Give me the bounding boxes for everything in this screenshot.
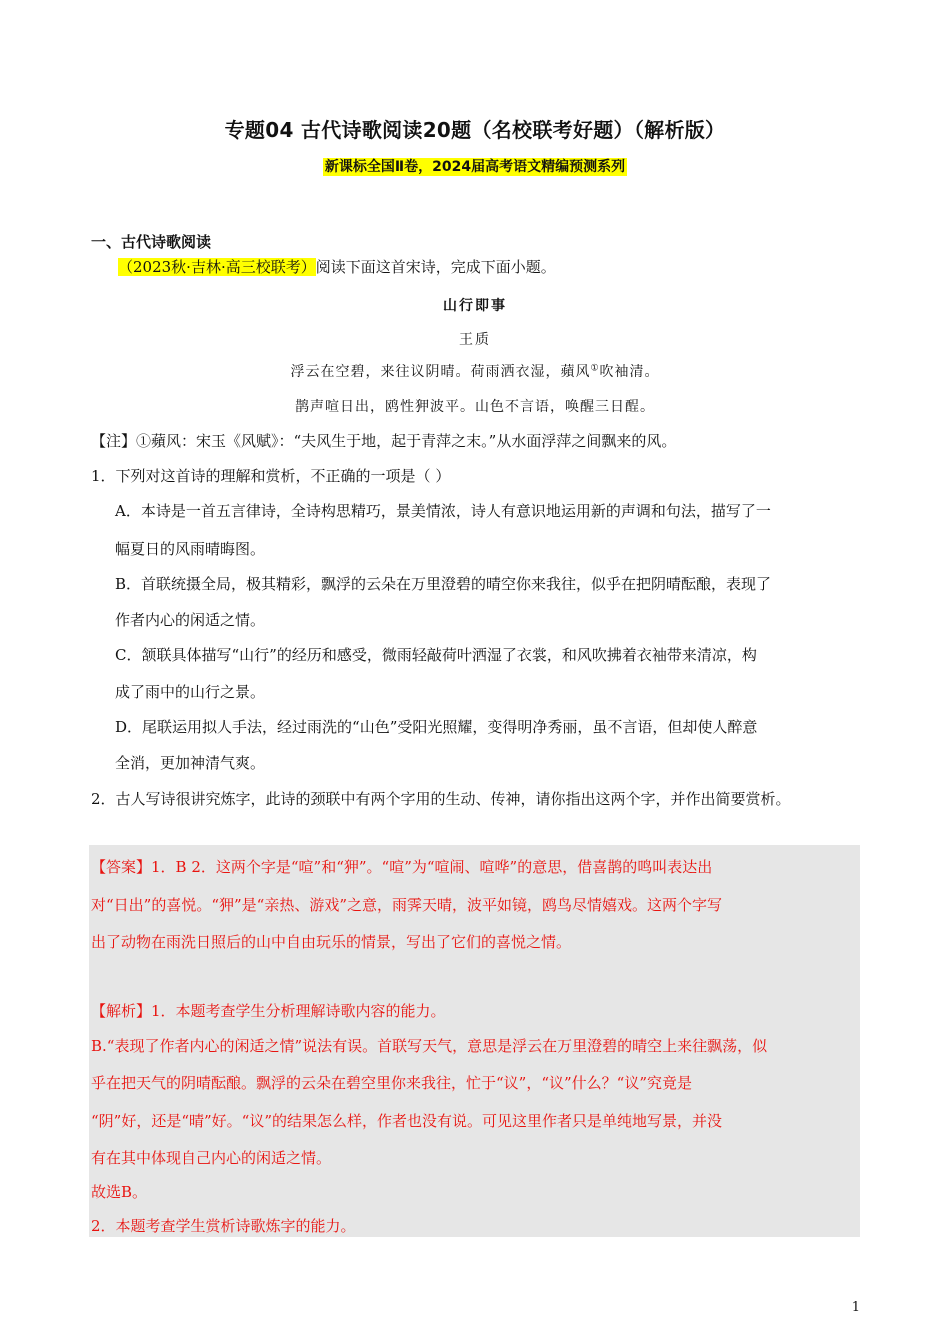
option-b-cont: 作者内心的闲适之情。 xyxy=(115,611,266,629)
poem-line-1-part-a: 浮云在空碧，来往议阴晴。荷雨洒衣湿，蘋风 xyxy=(290,364,591,380)
instruction-text: 阅读下面这首宋诗，完成下面小题。 xyxy=(315,258,556,276)
question-1: 1．下列对这首诗的理解和赏析，不正确的一项是（ ） xyxy=(91,467,451,485)
option-c: C．颔联具体描写“山行”的经历和感受，微雨轻敲荷叶洒湿了衣裳，和风吹拂着衣袖带来清凉，构 xyxy=(115,646,757,664)
option-a: A．本诗是一首五言律诗，全诗构思精巧，景美情浓，诗人有意识地运用新的声调和句法，描写了一 xyxy=(115,502,771,520)
option-b: B．首联统摄全局，极其精彩，飘浮的云朵在万里澄碧的晴空你来我往，似乎在把阴晴酝酿，表现了 xyxy=(115,575,772,593)
poem-line-2: 鹊声喧日出，鸥性狎波平。山色不言语，唤醒三日酲。 xyxy=(295,399,655,415)
footnote-marker: ① xyxy=(590,363,600,374)
option-a-cont: 幅夏日的风雨晴晦图。 xyxy=(115,540,266,558)
option-d: D．尾联运用拟人手法，经过雨洗的“山色”受阳光照耀，变得明净秀丽，虽不言语，但却使人醉意 xyxy=(115,718,758,736)
source-tag: （2023秋·吉林·高三校联考） xyxy=(118,258,316,276)
subtitle-container xyxy=(0,156,950,176)
question-source xyxy=(118,256,556,277)
analysis-line-4: “阴”好，还是“晴”好。“议”的结果怎么样，作者也没有说。可见这里作者只是单纯地写景，并没 xyxy=(91,1112,723,1130)
analysis-line-3: 乎在把天气的阴晴酝酿。飘浮的云朵在碧空里你来我往，忙于“议”，“议”什么？“议”究竟是 xyxy=(91,1074,693,1092)
analysis-line-2: B.“表现了作者内心的闲适之情”说法有误。首联写天气，意思是浮云在万里澄碧的晴空上来往飘荡，似 xyxy=(91,1037,768,1055)
poem-line-1 xyxy=(0,361,950,381)
page-number: 1 xyxy=(851,1300,860,1315)
poem-author: 王质 xyxy=(459,332,491,348)
analysis-line-7: 2．本题考查学生赏析诗歌炼字的能力。 xyxy=(91,1217,356,1235)
answer-line-1: 【答案】1．B 2．这两个字是“喧”和“狎”。“喧”为“喧闹、喧哗”的意思，借喜鹊的鸣叫表达出 xyxy=(91,858,713,876)
option-d-cont: 全消，更加神清气爽。 xyxy=(115,754,266,772)
analysis-line-6: 故选B。 xyxy=(91,1183,148,1201)
page-title: 专题04 古代诗歌阅读20题（名校联考好题）（解析版） xyxy=(224,118,726,142)
option-c-cont: 成了雨中的山行之景。 xyxy=(115,683,266,701)
answer-line-3: 出了动物在雨洗日照后的山中自由玩乐的情景，写出了它们的喜悦之情。 xyxy=(91,933,572,951)
analysis-line-5: 有在其中体现自己内心的闲适之情。 xyxy=(91,1149,332,1167)
answer-line-2: 对“日出”的喜悦。“狎”是“亲热、游戏”之意，雨霁天晴，波平如镜，鸥鸟尽情嬉戏。这两个字写 xyxy=(91,896,723,914)
page-subtitle: 新课标全国Ⅱ卷，2024届高考语文精编预测系列 xyxy=(324,159,626,175)
poem-title: 山行即事 xyxy=(443,298,507,314)
analysis-line-1: 【解析】1．本题考查学生分析理解诗歌内容的能力。 xyxy=(91,1002,446,1020)
section-heading: 一、古代诗歌阅读 xyxy=(91,233,212,251)
poem-note: 【注】①蘋风：宋玉《风赋》：“夫风生于地，起于青萍之末。”从水面浮萍之间飘来的风。 xyxy=(91,432,677,450)
poem-line-1-part-b: 吹袖清。 xyxy=(599,364,660,380)
question-2: 2．古人写诗很讲究炼字，此诗的颈联中有两个字用的生动、传神，请你指出这两个字，并作出简要赏析。 xyxy=(91,790,791,808)
